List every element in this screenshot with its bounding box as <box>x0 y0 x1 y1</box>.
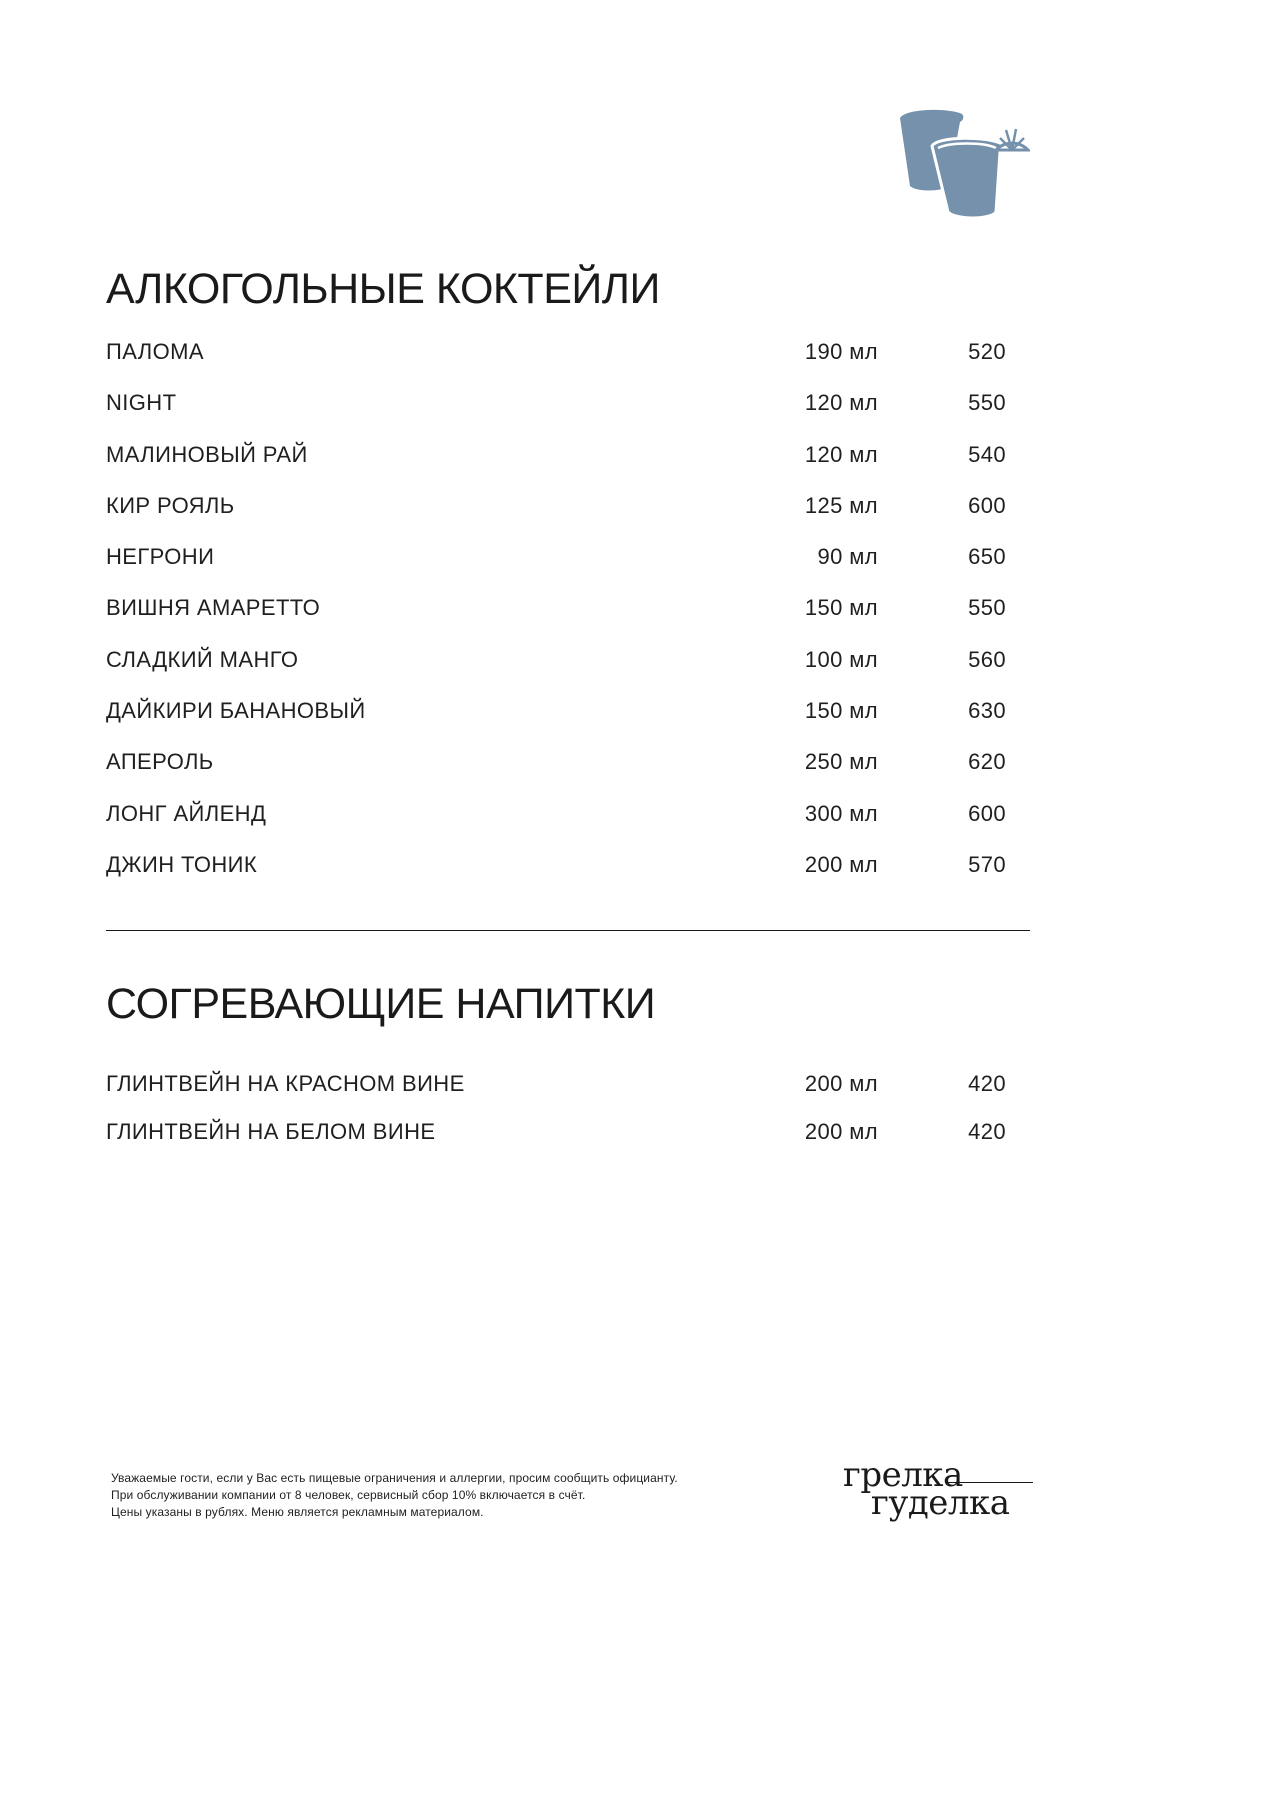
item-name: НЕГРОНИ <box>106 544 215 570</box>
footer-note-allergies: Уважаемые гости, если у Вас есть пищевые ограничения и аллергии, просим сообщить официанту. <box>111 1471 678 1485</box>
section-title-cocktails: АЛКОГОЛЬНЫЕ КОКТЕЙЛИ <box>106 265 660 313</box>
menu-item <box>106 1072 1016 1120</box>
section-divider <box>106 930 1030 931</box>
item-volume: 125 мл <box>804 492 878 518</box>
item-price: 540 <box>968 441 1006 467</box>
item-name: СЛАДКИЙ МАНГО <box>106 646 299 672</box>
item-price: 570 <box>968 851 1006 877</box>
item-price: 550 <box>968 595 1006 621</box>
item-name: МАЛИНОВЫЙ РАЙ <box>106 441 308 467</box>
item-price: 630 <box>968 698 1006 724</box>
menu-item <box>106 853 1016 904</box>
item-name: ДАЙКИРИ БАНАНОВЫЙ <box>106 698 366 724</box>
item-price: 420 <box>968 1071 1006 1096</box>
item-price: 650 <box>968 544 1006 570</box>
menu-item <box>106 391 1016 442</box>
cocktail-glasses-icon <box>898 108 1030 226</box>
item-volume: 300 мл <box>804 800 878 826</box>
brand-logo <box>843 1455 1033 1528</box>
menu-item <box>106 443 1016 494</box>
item-volume: 150 мл <box>804 595 878 621</box>
item-name: ПАЛОМА <box>106 339 204 364</box>
logo-line-2: гуделка <box>871 1483 1010 1523</box>
item-volume: 150 мл <box>804 698 878 724</box>
menu-item <box>106 494 1016 545</box>
item-name: ДЖИН ТОНИК <box>106 851 258 877</box>
item-price: 550 <box>968 390 1006 416</box>
item-volume: 250 мл <box>804 749 878 775</box>
footer-note-prices: Цены указаны в рублях. Меню является рекламным материалом. <box>111 1505 484 1519</box>
footer-notes <box>111 1470 771 1521</box>
section-title-warming-drinks: СОГРЕВАЮЩИЕ НАПИТКИ <box>106 980 656 1028</box>
item-name: NIGHT <box>106 390 177 416</box>
menu-item <box>106 340 1016 391</box>
item-name: КИР РОЯЛЬ <box>106 492 235 518</box>
item-name: АПЕРОЛЬ <box>106 749 214 775</box>
item-price: 600 <box>968 492 1006 518</box>
menu-item <box>106 699 1016 750</box>
item-volume: 200 мл <box>804 1071 878 1096</box>
item-volume: 90 мл <box>817 544 878 570</box>
item-volume: 200 мл <box>804 851 878 877</box>
item-price: 620 <box>968 749 1006 775</box>
warming-drinks-list <box>106 1072 1016 1167</box>
item-volume: 190 мл <box>804 339 878 364</box>
item-volume: 100 мл <box>804 646 878 672</box>
item-volume: 120 мл <box>804 441 878 467</box>
item-name: ГЛИНТВЕЙН НА КРАСНОМ ВИНЕ <box>106 1071 465 1096</box>
footer-note-service-fee: При обслуживании компании от 8 человек, сервисный сбор 10% включается в счёт. <box>111 1488 586 1502</box>
menu-item <box>106 545 1016 596</box>
item-price: 420 <box>968 1118 1006 1144</box>
menu-item <box>106 1120 1016 1168</box>
item-price: 600 <box>968 800 1006 826</box>
item-volume: 200 мл <box>804 1118 878 1144</box>
logo-line-1: грелка <box>843 1455 963 1495</box>
item-name: ЛОНГ АЙЛЕНД <box>106 800 267 826</box>
item-price: 560 <box>968 646 1006 672</box>
menu-item <box>106 648 1016 699</box>
item-volume: 120 мл <box>804 390 878 416</box>
menu-item <box>106 596 1016 647</box>
item-name: ВИШНЯ АМАРЕТТО <box>106 595 321 621</box>
item-price: 520 <box>968 339 1006 364</box>
item-name: ГЛИНТВЕЙН НА БЕЛОМ ВИНЕ <box>106 1118 436 1144</box>
cocktails-list <box>106 340 1016 904</box>
menu-item <box>106 802 1016 853</box>
menu-item <box>106 750 1016 801</box>
